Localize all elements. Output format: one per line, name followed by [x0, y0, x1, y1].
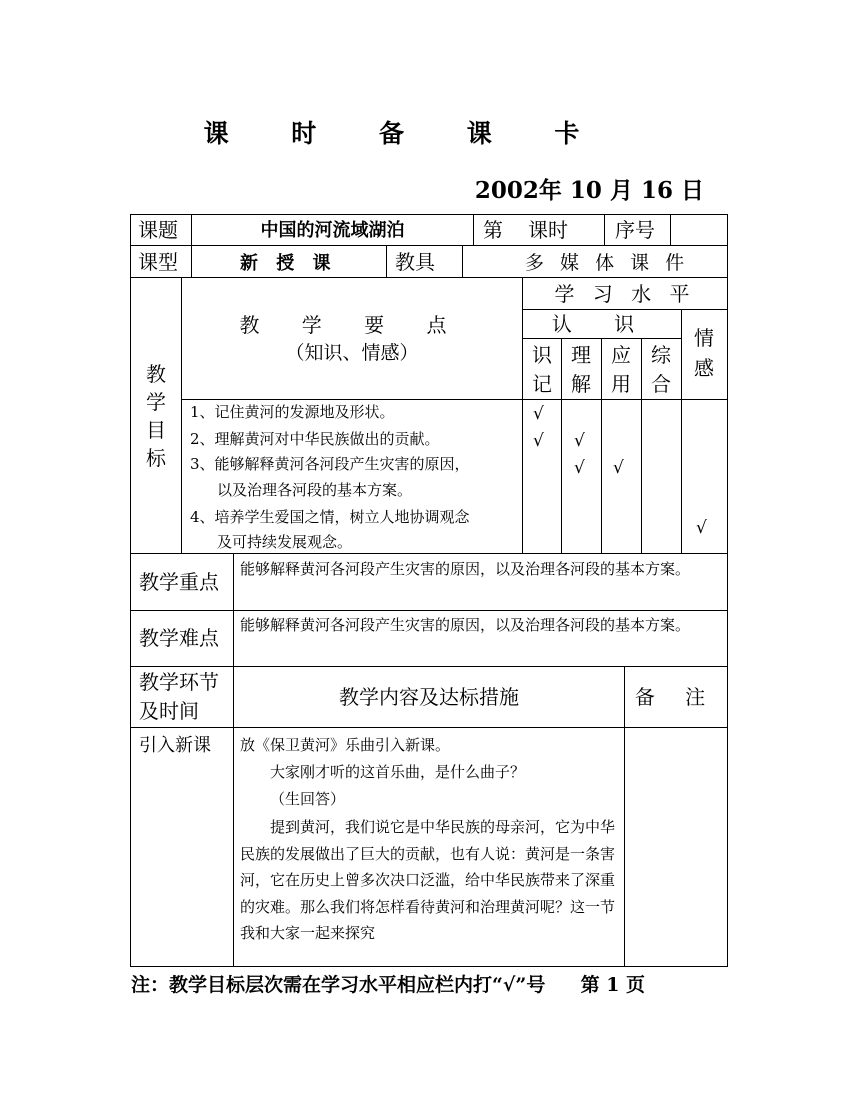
goal-item-2: 2、理解黄河对中华民族做出的贡献。	[190, 430, 440, 448]
date-day: 16	[640, 177, 673, 204]
col-apply-top: 应	[611, 343, 631, 367]
type-value: 新 授 课	[240, 253, 337, 274]
goals-side-char-2: 学	[146, 390, 166, 414]
cognition-header: 认 识	[551, 312, 653, 336]
col-recall-bottom: 记	[532, 372, 552, 396]
check-mark: √	[533, 431, 544, 451]
goal-item-4: 4、培养学生爱国之情，树立人地协调观念	[190, 508, 470, 526]
goals-header-sub: （知识、情感）	[285, 342, 419, 364]
difficult-point-text: 能够解释黄河各河段产生灾害的原因，以及治理各河段的基本方案。	[240, 616, 691, 634]
goal-item-1: 1、记住黄河的发源地及形状。	[190, 403, 395, 421]
intro-line-4: 提到黄河，我们说它是中华民族的母亲河，它为中华民族的发展做出了巨大的贡献，也有人说：黄河是一条害河，它在历史上曾多次决口泛滥，给中华民族带来了深重的灾难。那么我们将怎样看待黄河和治理黄河呢？这一节我和大家一起来探究	[240, 818, 616, 942]
process-label-line1: 教学环节	[139, 670, 219, 694]
goals-side-char-3: 目	[146, 418, 166, 442]
check-mark: √	[574, 458, 585, 478]
col-apply-bottom: 用	[611, 372, 631, 396]
date-month: 10	[569, 177, 602, 204]
date-day-unit: 日	[681, 177, 704, 204]
level-header: 学 习 水 平	[554, 282, 696, 306]
number-label: 序号	[615, 218, 655, 242]
lesson-date	[475, 172, 704, 205]
check-mark: √	[574, 431, 585, 451]
topic-label: 课题	[138, 218, 178, 242]
difficult-point-label: 教学难点	[139, 626, 219, 650]
key-point-text: 能够解释黄河各河段产生灾害的原因，以及治理各河段的基本方案。	[240, 560, 691, 578]
emotion-header-top: 情	[694, 326, 714, 350]
process-content-header: 教学内容及达标措施	[339, 685, 519, 709]
col-understand-top: 理	[571, 343, 591, 367]
intro-line-1: 放《保卫黄河》乐曲引入新课。	[240, 736, 451, 754]
tools-value: 多 媒 体 课 件	[525, 252, 690, 274]
process-label-line2: 及时间	[139, 699, 199, 723]
goals-side-char-1: 教	[146, 362, 166, 386]
footer-note: 注：教学目标层次需在学习水平相应栏内打“√”号	[131, 974, 546, 996]
col-synthesis-top: 综	[651, 343, 671, 367]
col-understand-bottom: 解	[571, 372, 591, 396]
goal-item-3: 3、能够解释黄河各河段产生灾害的原因，	[190, 455, 470, 473]
tools-label: 教具	[395, 250, 435, 274]
type-label: 课型	[138, 250, 178, 274]
goal-item-4-cont: 及可持续发展观念。	[217, 533, 353, 551]
period-unit: 课时	[528, 218, 568, 242]
date-month-unit: 月	[609, 177, 633, 204]
date-year-unit: 年	[538, 177, 562, 204]
remarks-header: 备 注	[634, 685, 718, 709]
topic-value: 中国的河流域湖泊	[260, 220, 405, 241]
goals-side-char-4: 标	[146, 446, 166, 470]
check-mark: √	[696, 518, 707, 538]
goal-item-3-cont: 以及治理各河段的基本方案。	[217, 481, 413, 499]
emotion-header-bottom: 感	[694, 356, 714, 380]
page-number: 第 1 页	[580, 974, 646, 996]
page-title: 课 时 备 课 卡	[203, 119, 607, 148]
intro-line-3: （生回答）	[270, 790, 346, 808]
check-mark: √	[533, 404, 544, 424]
key-point-label: 教学重点	[139, 570, 219, 594]
intro-line-2: 大家刚才听的这首乐曲，是什么曲子？	[270, 763, 526, 781]
col-recall-top: 识	[532, 343, 552, 367]
col-synthesis-bottom: 合	[651, 372, 671, 396]
period-label: 第	[483, 218, 503, 242]
date-year: 2002	[474, 177, 539, 204]
check-mark: √	[613, 458, 624, 478]
footer	[131, 970, 645, 997]
goals-header-main: 教 学 要 点	[239, 313, 465, 337]
intro-label: 引入新课	[139, 735, 211, 756]
